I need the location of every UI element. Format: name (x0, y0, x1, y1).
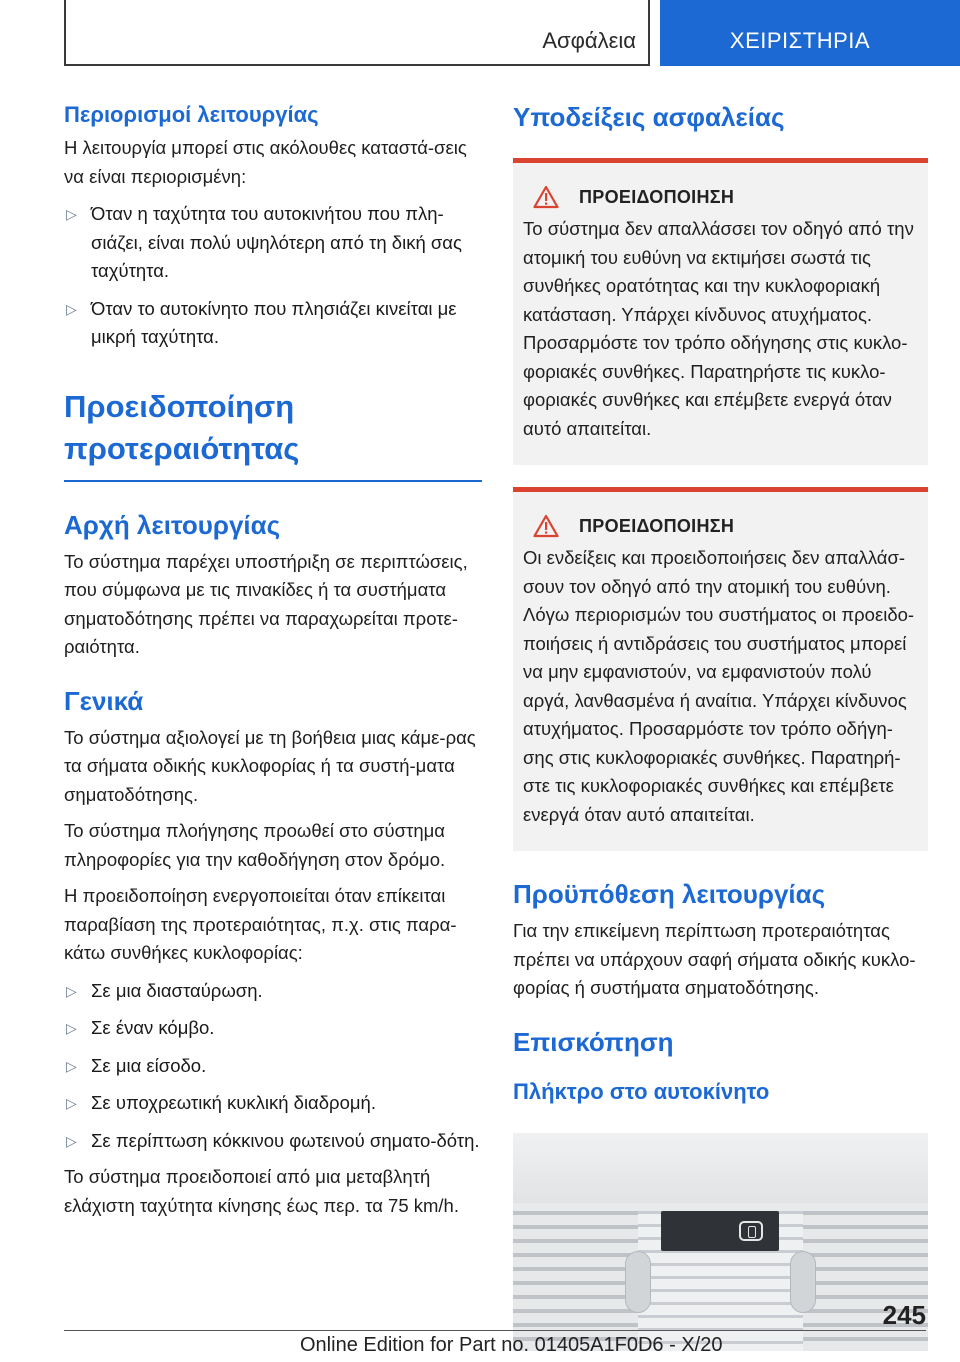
safety-heading: Υποδείξεις ασφαλείας (513, 102, 785, 132)
warning-box-2 (513, 487, 928, 851)
list-item: ▷ Σε έναν κόμβο. (64, 1014, 482, 1043)
warning-title: ΠΡΟΕΙΔΟΠΟΙΗΣΗ (579, 515, 735, 536)
footer-divider (64, 1330, 926, 1331)
warning-text: Οι ενδείξεις και προειδοποιήσεις δεν απαλλάσ-σουν τον οδηγό από την ατομική του ευθύνη. Λόγω περιορισμών του συστήματος οι προειδο-ποιήσεις ή αντιδράσεις του συστήματος μπορεί να μην εμφανιστούν, να εμφανιστούν πολύ αργά, λανθασμένα ή αναίτια. Υπάρχει κίνδυνος ατυχήματος. Προσαρμόστε τον τρόπο οδήγη-σης στις κυκλοφοριακές συνθήκες. Παρατηρή-στε τις κυκλοφοριακές συνθήκες και επέμβετε ενεργά όταν αυτό απαιτείται. (523, 547, 915, 825)
chapter-title: ΧΕΙΡΙΣΤΗΡΙΑ (729, 28, 871, 53)
main-section-heading: Προειδοποίηση προτεραιότητας (64, 386, 482, 482)
chapter-tab[interactable] (660, 0, 960, 66)
page-header (0, 0, 960, 66)
prerequisite-heading: Προϋπόθεση λειτουργίας (513, 879, 826, 909)
general-paragraph-3: Η προειδοποίηση ενεργοποιείται όταν επίκειται παραβίαση της προτεραιότητας, π.χ. στις παρα-κάτω συνθήκες κυκλοφορίας: (64, 885, 457, 963)
general-heading: Γενικά (64, 685, 144, 716)
section-header-box (64, 0, 650, 66)
dashboard-surface (513, 1133, 928, 1203)
left-column (64, 100, 482, 1220)
list-item: ▷ Όταν η ταχύτητα του αυτοκινήτου που πλη-σιάζει, είναι πολύ υψηλότερη από τη δική σας ταχύτητα. (64, 200, 482, 286)
general-paragraph-1: Το σύστημα αξιολογεί με τη βοήθεια μιας κάμε-ρας τα σήματα οδικής κυκλοφορίας ή τα συστή-ματα σηματοδότησης. (64, 726, 476, 805)
vehicle-button-figure (513, 1133, 928, 1351)
triangle-bullet-icon: ▷ (66, 1095, 77, 1111)
list-item: ▷ Σε μια διασταύρωση. (64, 977, 482, 1006)
principle-text: Το σύστημα παρέχει υποστήριξη σε περιπτώσεις, που σύμφωνα με τις πινακίδες ή τα συστήματα σηματοδότησης πρέπει να παραχωρείται προτε-ραιότητα. (64, 550, 468, 657)
triangle-bullet-icon: ▷ (66, 982, 77, 999)
warning-text: Το σύστημα δεν απαλλάσσει τον οδηγό από την ατομική του ευθύνη να εκτιμήσει σωστά τις συνθήκες ορατότητας και την κυκλοφοριακή κατάσταση. Υπάρχει κίνδυνος ατυχήματος. Προσαρμόστε τον τρόπο οδήγησης στις κυκλο-φοριακές συνθήκες. Παρατηρήστε τις κυκλο-φοριακές συνθήκες και επέμβετε ενεργά όταν αυτό απαιτείται. (523, 218, 914, 439)
triangle-bullet-icon: ▷ (66, 1057, 77, 1074)
list-item: ▷ Σε περίπτωση κόκκινου φωτεινού σηματο-δότη. (64, 1127, 482, 1156)
list-item: ▷ Σε μια είσοδο. (64, 1052, 482, 1081)
general-paragraph-4: Το σύστημα προειδοποιεί από μια μεταβλητή ελάχιστη ταχύτητα κίνησης έως περ. τα 75 km/h. (64, 1166, 459, 1216)
principle-heading: Αρχή λειτουργίας (64, 509, 281, 540)
list-item: ▷ Όταν το αυτοκίνητο που πλησιάζει κινείται με μικρή ταχύτητα. (64, 295, 482, 352)
conditions-list (64, 977, 482, 1156)
button-in-vehicle-heading: Πλήκτρο στο αυτοκίνητο (513, 1078, 770, 1104)
prerequisite-text: Για την επικείμενη περίπτωση προτεραιότητας πρέπει να υπάρχουν σαφή σήματα οδικής κυκλο-φορίας ή συστήματα σηματοδότησης. (513, 920, 916, 998)
general-paragraph-2: Το σύστημα πλοήγησης προωθεί στο σύστημα πληροφορίες για την καθοδήγηση στον δρόμο. (64, 820, 446, 870)
limits-heading: Περιορισμοί λειτουργίας (64, 102, 319, 127)
limits-list (64, 200, 482, 352)
triangle-bullet-icon: ▷ (66, 1020, 77, 1036)
warning-triangle-icon (533, 514, 559, 538)
overview-heading: Επισκόπηση (513, 1026, 674, 1057)
warning-header (523, 185, 918, 209)
warning-title: ΠΡΟΕΙΔΟΠΟΙΗΣΗ (579, 186, 735, 207)
warning-header (523, 514, 918, 538)
edition-note: Online Edition for Part no. 01405A1F0D6 - X/20 (300, 1334, 723, 1356)
driver-assist-button-icon (739, 1221, 763, 1241)
right-vent-knob (790, 1251, 816, 1313)
section-title: Ασφάλεια (542, 28, 636, 53)
triangle-bullet-icon: ▷ (66, 300, 77, 317)
limits-intro: Η λειτουργία μπορεί στις ακόλουθες καταστά-σεις να είναι περιορισμένη: (64, 137, 467, 187)
list-item: ▷ Σε υποχρεωτική κυκλική διαδρομή. (64, 1089, 482, 1118)
left-vent-knob (625, 1251, 651, 1313)
triangle-bullet-icon: ▷ (66, 1132, 77, 1149)
right-column (513, 100, 928, 1351)
triangle-bullet-icon: ▷ (66, 206, 77, 222)
warning-box-1 (513, 158, 928, 465)
warning-triangle-icon (533, 185, 559, 209)
page-number: 245 (882, 1300, 926, 1330)
